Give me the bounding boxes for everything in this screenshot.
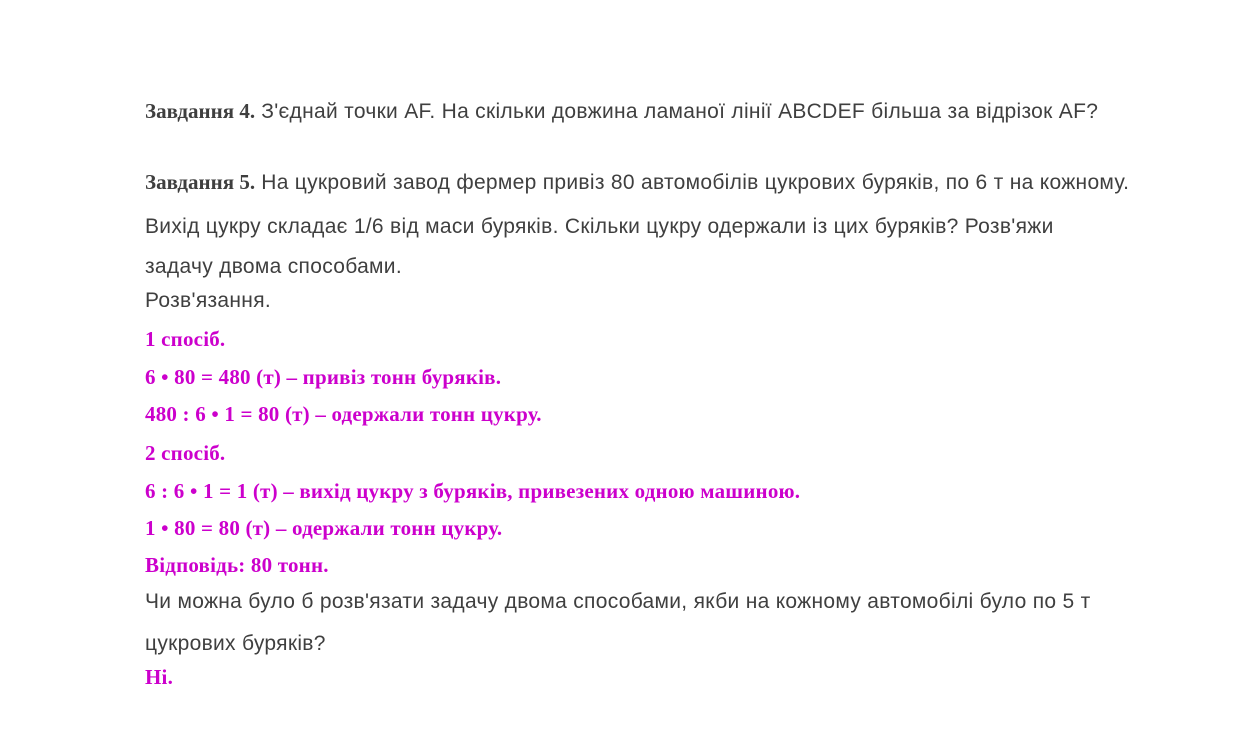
solution-heading: Розв'язання. bbox=[145, 289, 272, 312]
answer-line: Відповідь: 80 тонн. bbox=[145, 553, 329, 577]
method2-label: 2 спосіб. bbox=[145, 441, 226, 465]
question-line2: цукрових буряків? bbox=[145, 632, 326, 655]
task5-paragraph-line1 bbox=[145, 172, 1129, 193]
task5-paragraph-line3: задачу двома способами. bbox=[145, 255, 402, 278]
task4-paragraph bbox=[145, 101, 1098, 122]
final-answer: Ні. bbox=[145, 665, 174, 689]
method1-label: 1 спосіб. bbox=[145, 327, 226, 351]
task4-label: Завдання 4. bbox=[145, 99, 256, 123]
method2-step1: 6 : 6 • 1 = 1 (т) – вихід цукру з буряків, привезених одною машиною. bbox=[145, 479, 801, 503]
method1-step2: 480 : 6 • 1 = 80 (т) – одержали тонн цукру. bbox=[145, 402, 542, 426]
task5-label: Завдання 5. bbox=[145, 170, 256, 194]
question-line1: Чи можна було б розв'язати задачу двома способами, якби на кожному автомобілі було по 5 т bbox=[145, 590, 1091, 613]
task5-text-line1: На цукровий завод фермер привіз 80 автомобілів цукрових буряків, по 6 т на кожному. bbox=[255, 171, 1130, 194]
task5-paragraph-line2: Вихід цукру складає 1/6 від маси буряків. Скільки цукру одержали із цих буряків? Розв'яжи bbox=[145, 215, 1054, 238]
task4-text: З'єднай точки AF. На скільки довжина ламаної лінії ABCDEF більша за відрізок AF? bbox=[255, 100, 1099, 123]
method1-step1: 6 • 80 = 480 (т) – привіз тонн буряків. bbox=[145, 365, 502, 389]
method2-step2: 1 • 80 = 80 (т) – одержали тонн цукру. bbox=[145, 516, 503, 540]
